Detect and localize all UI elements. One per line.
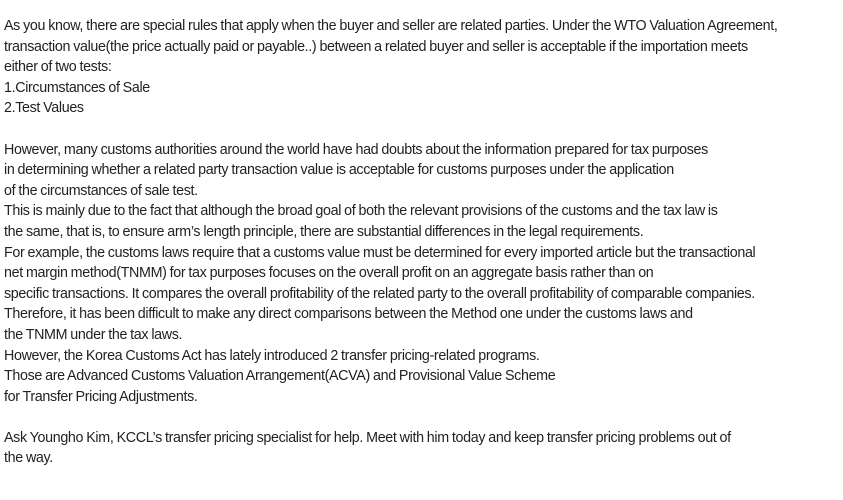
text-line: Ask Youngho Kim, KCCL’s transfer pricing specialist for help. Meet with him today and keep transfer pricing problems out of (4, 429, 731, 446)
paragraph-related-party-rules (4, 16, 842, 119)
text-line: Those are Advanced Customs Valuation Arrangement(ACVA) and Provisional Value Scheme (4, 368, 556, 385)
paragraph-spacer (4, 407, 842, 428)
text-line: either of two tests: (4, 59, 112, 76)
paragraph-spacer (4, 119, 842, 140)
text-line: transaction value(the price actually paid or payable..) between a related buyer and seller is acceptable if the importation meets (4, 38, 748, 55)
list-item-circumstances-of-sale: 1.Circumstances of Sale (4, 79, 150, 96)
document-body (4, 16, 842, 469)
text-line: This is mainly due to the fact that although the broad goal of both the relevant provisions of the customs and the tax law is (4, 203, 718, 220)
paragraph-contact-specialist (4, 428, 842, 469)
text-line: in determining whether a related party transaction value is acceptable for customs purposes under the application (4, 162, 674, 179)
text-line: the TNMM under the tax laws. (4, 326, 183, 343)
text-line: the same, that is, to ensure arm’s length principle, there are substantial differences in the legal requirements. (4, 223, 644, 240)
text-line: For example, the customs laws require that a customs value must be determined for every imported article but the transactional (4, 244, 756, 261)
text-line: net margin method(TNMM) for tax purposes focuses on the overall profit on an aggregate basis rather than on (4, 265, 654, 282)
paragraph-customs-vs-tax (4, 140, 842, 408)
text-line: for Transfer Pricing Adjustments. (4, 388, 198, 405)
text-line: However, the Korea Customs Act has lately introduced 2 transfer pricing-related programs. (4, 347, 540, 364)
text-line: of the circumstances of sale test. (4, 182, 198, 199)
text-line: However, many customs authorities around the world have had doubts about the information prepared for tax purposes (4, 141, 708, 158)
text-line: specific transactions. It compares the overall profitability of the related party to the overall profitability of comparable companies. (4, 285, 755, 302)
text-line: the way. (4, 450, 53, 467)
list-item-test-values: 2.Test Values (4, 100, 84, 117)
text-line: As you know, there are special rules that apply when the buyer and seller are related parties. Under the WTO Valuation Agreement, (4, 18, 778, 34)
text-line: Therefore, it has been difficult to make any direct comparisons between the Method one under the customs laws and (4, 306, 693, 323)
